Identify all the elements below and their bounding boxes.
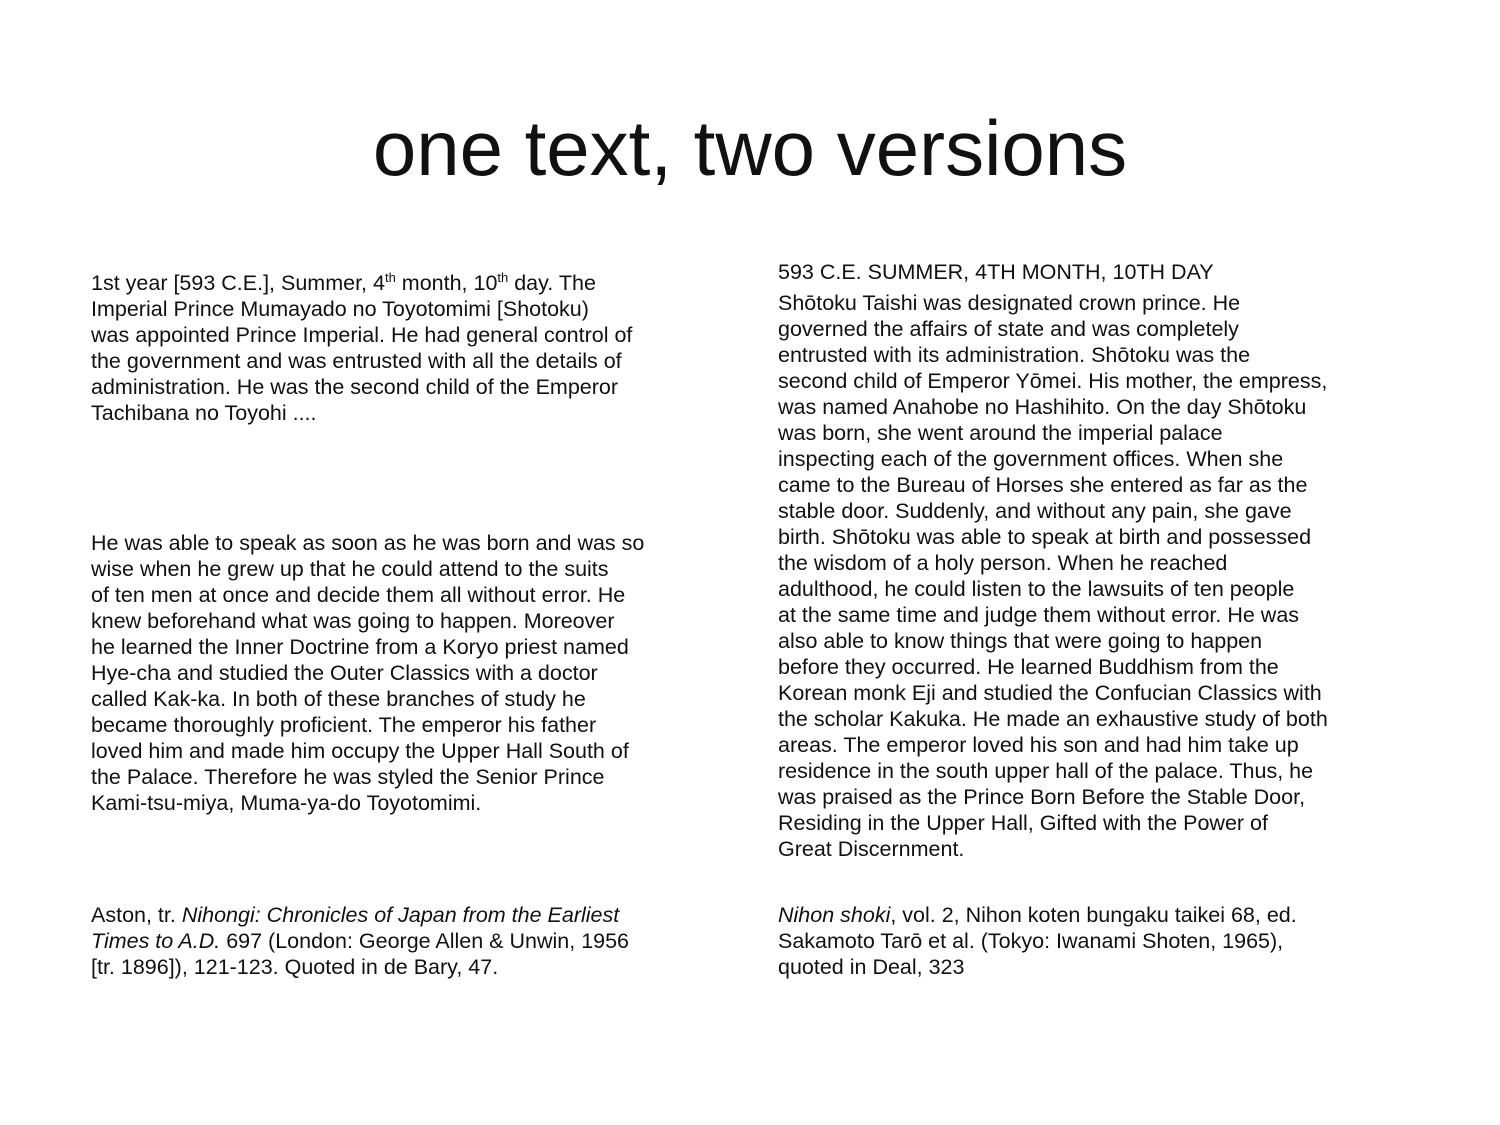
deal-line: birth. Shōtoku was able to speak at birth and possessed xyxy=(778,525,1312,549)
deal-citation-line-3: quoted in Deal, 323 xyxy=(778,955,965,979)
deal-line: Great Discernment. xyxy=(778,837,965,861)
deal-line: before they occurred. He learned Buddhism from the xyxy=(778,655,1279,679)
deal-citation-line-1: Nihon shoki, vol. 2, Nihon koten bungaku taikei 68, ed. xyxy=(778,903,1297,927)
deal-citation-line-2: Sakamoto Tarō et al. (Tokyo: Iwanami Shoten, 1965), xyxy=(778,929,1284,953)
aston-p2-line: loved him and made him occupy the Upper Hall South of xyxy=(91,739,629,763)
aston-p1-line: administration. He was the second child of the Emperor xyxy=(91,375,619,399)
deal-line: stable door. Suddenly, and without any pain, she gave xyxy=(778,499,1292,523)
deal-heading xyxy=(778,259,1438,285)
deal-line: governed the affairs of state and was completely xyxy=(778,317,1239,341)
book-title-italic: Times to A.D. xyxy=(91,929,221,953)
aston-citation-line-3: [tr. 1896]), 121-123. Quoted in de Bary, 47. xyxy=(91,955,499,979)
deal-paragraph xyxy=(778,290,1438,862)
deal-line: at the same time and judge them without error. He was xyxy=(778,603,1300,627)
aston-p2-line: He was able to speak as soon as he was born and was so xyxy=(91,531,645,555)
deal-line: the wisdom of a holy person. When he reached xyxy=(778,551,1228,575)
deal-line: was named Anahobe no Hashihito. On the day Shōtoku xyxy=(778,395,1307,419)
deal-line: entrusted with its administration. Shōtoku was the xyxy=(778,343,1251,367)
aston-p2-line: of ten men at once and decide them all without error. He xyxy=(91,583,626,607)
book-title-italic: Nihongi: Chronicles of Japan from the Earliest xyxy=(181,903,620,927)
aston-paragraph-1 xyxy=(91,270,731,426)
deal-line: Shōtoku Taishi was designated crown prince. He xyxy=(778,291,1241,315)
aston-p2-line: knew beforehand what was going to happen. Moreover xyxy=(91,609,615,633)
aston-citation-line-1: Aston, tr. Nihongi: Chronicles of Japan from the Earliest xyxy=(91,903,620,927)
aston-p1-line: Tachibana no Toyohi .... xyxy=(91,401,317,425)
deal-line: came to the Bureau of Horses she entered as far as the xyxy=(778,473,1308,497)
aston-p2-line: became thoroughly proficient. The emperor his father xyxy=(91,713,597,737)
deal-line: inspecting each of the government offices. When she xyxy=(778,447,1284,471)
aston-paragraph-2 xyxy=(91,530,731,816)
aston-p1-line: was appointed Prince Imperial. He had general control of xyxy=(91,323,633,347)
aston-p1-line: Imperial Prince Mumayado no Toyotomimi [Shotoku) xyxy=(91,297,589,321)
deal-line: the scholar Kakuka. He made an exhaustive study of both xyxy=(778,707,1328,731)
superscript-th: th xyxy=(384,270,396,285)
aston-citation-line-2: Times to A.D. 697 (London: George Allen & Unwin, 1956 xyxy=(91,929,630,953)
deal-line: Korean monk Eji and studied the Confucian Classics with xyxy=(778,681,1322,705)
deal-line: was praised as the Prince Born Before the Stable Door, xyxy=(778,785,1306,809)
aston-p2-line: Kami-tsu-miya, Muma-ya-do Toyotomimi. xyxy=(91,791,482,815)
book-title-italic: Nihon shoki xyxy=(778,903,891,927)
slide-title: one text, two versions xyxy=(372,104,1128,192)
aston-p1-line: the government and was entrusted with all the details of xyxy=(91,349,622,373)
deal-citation xyxy=(778,902,1438,980)
deal-line: residence in the south upper hall of the palace. Thus, he xyxy=(778,759,1314,783)
aston-p2-line: wise when he grew up that he could attend to the suits xyxy=(91,557,609,581)
deal-line: also able to know things that were going to happen xyxy=(778,629,1263,653)
aston-p2-line: he learned the Inner Doctrine from a Koryo priest named xyxy=(91,635,629,659)
aston-citation xyxy=(91,902,731,980)
deal-heading-line: 593 C.E. SUMMER, 4TH MONTH, 10TH DAY xyxy=(778,260,1214,284)
deal-line: Residing in the Upper Hall, Gifted with the Power of xyxy=(778,811,1268,835)
deal-line: adulthood, he could listen to the lawsuits of ten people xyxy=(778,577,1295,601)
deal-line: second child of Emperor Yōmei. His mother, the empress, xyxy=(778,369,1328,393)
aston-p1-line-1: 1st year [593 C.E.], Summer, 4th month, 10th day. The xyxy=(91,270,596,295)
deal-line: was born, she went around the imperial palace xyxy=(778,421,1223,445)
aston-p2-line: Hye-cha and studied the Outer Classics with a doctor xyxy=(91,661,598,685)
superscript-th: th xyxy=(497,270,509,285)
aston-p2-line: called Kak-ka. In both of these branches of study he xyxy=(91,687,586,711)
deal-line: areas. The emperor loved his son and had him take up xyxy=(778,733,1299,757)
aston-p2-line: the Palace. Therefore he was styled the Senior Prince xyxy=(91,765,605,789)
